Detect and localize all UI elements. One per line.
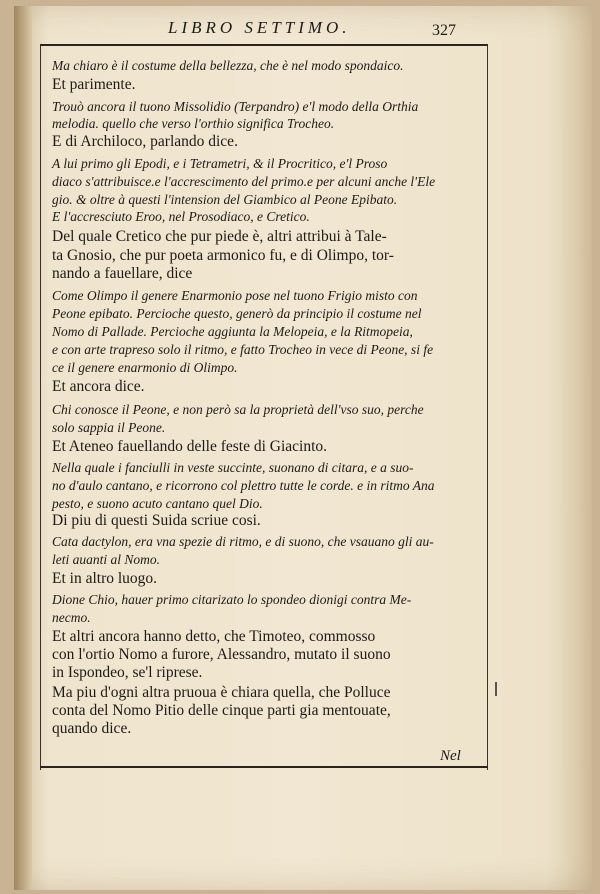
text-line: Dione Chio, hauer primo citarizato lo spondeo dionigi contra Me- [52, 592, 412, 607]
text-line: quando dice. [52, 720, 132, 737]
text-line: Et altri ancora hanno detto, che Timoteo, commosso [52, 628, 376, 645]
catchword: Nel [440, 748, 461, 764]
text-line: conta del Nomo Pitio delle cinque parti gia mentouate, [52, 702, 391, 719]
text-line: Nomo di Pallade. Percioche aggiunta la Melopeia, e la Ritmopeia, [52, 324, 413, 339]
text-line: Peone epibato. Percioche questo, generò da principio il costume nel [52, 306, 422, 321]
text-line: E di Archiloco, parlando dice. [52, 133, 238, 150]
text-line: pesto, e suono acuto cantano quel Dio. [52, 496, 263, 511]
text-line: diaco s'attribuisce.e l'accrescimento del primo.e per alcuni anche l'Ele [52, 174, 436, 189]
text-line: e con arte trapreso solo il ritmo, e fatto Trocheo in vece di Peone, si fe [52, 342, 434, 357]
text-line: Come Olimpo il genere Enarmonio pose nel tuono Frigio misto con [52, 288, 418, 303]
text-line: Del quale Cretico che pur piede è, altri attribui à Tale- [52, 228, 387, 245]
text-line: in Ispondeo, se'l riprese. [52, 664, 203, 681]
text-line: E l'accresciuto Eroo, nel Prosodiaco, e Cretico. [52, 209, 310, 224]
text-line: Ma piu d'ogni altra pruoua è chiara quella, che Polluce [52, 684, 391, 701]
binding-shadow [14, 6, 32, 890]
page-number: 327 [432, 22, 456, 39]
text-line: Et parimente. [52, 76, 136, 93]
text-line: Nella quale i fanciulli in veste succinte, suonano di citara, e a suo- [52, 460, 414, 475]
bottom-rule [40, 766, 488, 768]
text-line: Et Ateneo fauellando delle feste di Giacinto. [52, 438, 328, 455]
text-line: necmo. [52, 610, 91, 625]
text-line: gio. & oltre à questi l'intension del Giambico al Peone Epibato. [52, 192, 398, 207]
text-line: no d'aulo cantano, e ricorrono col plettro tutte le corde. e in ritmo Ana [52, 478, 435, 493]
text-line: A lui primo gli Epodi, e i Tetrametri, & il Procritico, e'l Proso [52, 156, 388, 171]
text-line: nando a fauellare, dice [52, 265, 193, 282]
text-line: Cata dactylon, era vna spezie di ritmo, e di suono, che vsauano gli au- [52, 534, 434, 549]
text-line: Et in altro luogo. [52, 570, 158, 587]
text-line: Ma chiaro è il costume della bellezza, che è nel modo spondaico. [52, 58, 404, 73]
text-line: Trouò ancora il tuono Missolidio (Terpandro) e'l modo della Orthia [52, 99, 419, 114]
running-head: LIBRO SETTIMO. [168, 18, 351, 37]
text-line: melodia. quello che verso l'orthio significa Trocheo. [52, 116, 335, 131]
text-line: ta Gnosio, che pur poeta armonico fu, e di Olimpo, tor- [52, 247, 394, 264]
text-line: Et ancora dice. [52, 378, 145, 395]
text-line: Chi conosce il Peone, e non però sa la proprietà dell'vso suo, perche [52, 402, 424, 417]
text-line: con l'ortio Nomo a furore, Alessandro, mutato il suono [52, 646, 391, 663]
text-line: ce il genere enarmonio di Olimpo. [52, 360, 238, 375]
text-line: Di piu di questi Suida scriue cosi. [52, 512, 261, 529]
text-line: solo sappia il Peone. [52, 420, 166, 435]
margin-mark [495, 682, 497, 696]
text-line: leti auanti al Nomo. [52, 552, 160, 567]
